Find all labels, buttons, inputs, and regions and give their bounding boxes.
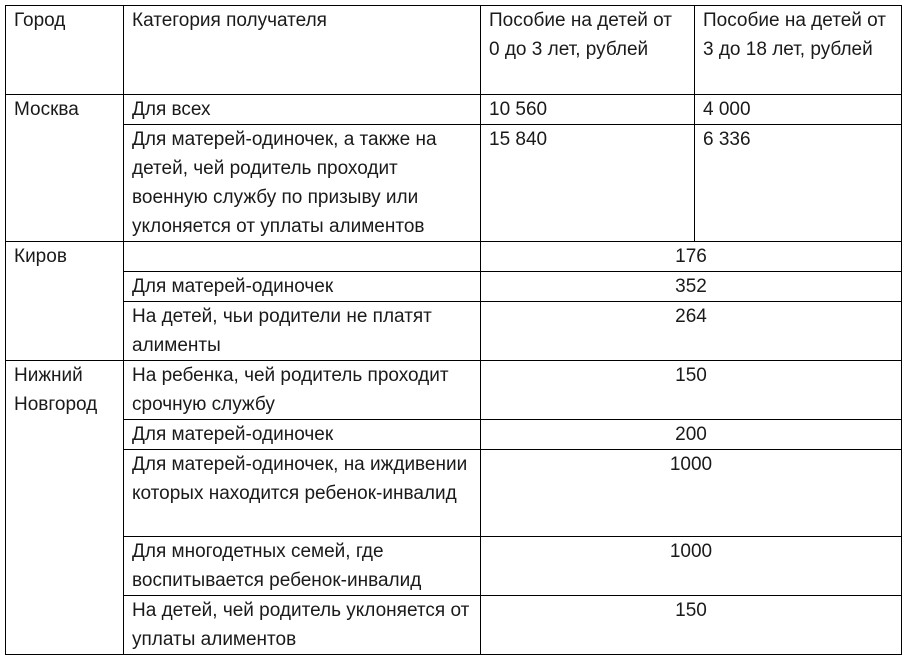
value-3-18-cell: 6 336	[695, 125, 902, 242]
table-row	[6, 420, 902, 450]
header-benefit-3-18: Пособие на детей от 3 до 18 лет, рублей	[695, 6, 902, 95]
category-cell: Для матерей-одиночек	[124, 420, 481, 450]
table-header-row	[6, 6, 902, 95]
table-row	[6, 302, 902, 361]
table-row	[6, 596, 902, 655]
value-cell: 264	[481, 302, 902, 361]
table-row	[6, 242, 902, 272]
category-cell: Для матерей-одиночек	[124, 272, 481, 302]
value-cell: 352	[481, 272, 902, 302]
table-row	[6, 272, 902, 302]
city-cell-kirov: Киров	[6, 242, 124, 361]
value-cell: 1000	[481, 537, 902, 596]
table-row	[6, 361, 902, 420]
category-cell: На детей, чей родитель уклоняется от уплаты алиментов	[124, 596, 481, 655]
value-cell: 200	[481, 420, 902, 450]
category-cell: Для многодетных семей, где воспитывается ребенок-инвалид	[124, 537, 481, 596]
benefits-table	[5, 5, 902, 655]
category-cell	[124, 242, 481, 272]
value-3-18-cell: 4 000	[695, 95, 902, 125]
header-benefit-0-3: Пособие на детей от 0 до 3 лет, рублей	[481, 6, 695, 95]
table-row	[6, 450, 902, 537]
category-cell: Для матерей-одиночек, а также на детей, чей родитель проходит военную службу по призыву или уклоняется от уплаты алиментов	[124, 125, 481, 242]
category-cell: На детей, чьи родители не платят алименты	[124, 302, 481, 361]
value-cell: 176	[481, 242, 902, 272]
value-0-3-cell: 10 560	[481, 95, 695, 125]
value-0-3-cell: 15 840	[481, 125, 695, 242]
value-cell: 1000	[481, 450, 902, 537]
category-cell: На ребенка, чей родитель проходит срочную службу	[124, 361, 481, 420]
city-cell-nizhny-novgorod: Нижний Новгород	[6, 361, 124, 655]
city-cell-moscow: Москва	[6, 95, 124, 242]
table-row	[6, 125, 902, 242]
value-cell: 150	[481, 596, 902, 655]
header-city: Город	[6, 6, 124, 95]
category-cell: Для всех	[124, 95, 481, 125]
header-category: Категория получателя	[124, 6, 481, 95]
value-cell: 150	[481, 361, 902, 420]
table-row	[6, 95, 902, 125]
table-row	[6, 537, 902, 596]
category-cell: Для матерей-одиночек, на иждивении которых находится ребенок-инвалид	[124, 450, 481, 537]
